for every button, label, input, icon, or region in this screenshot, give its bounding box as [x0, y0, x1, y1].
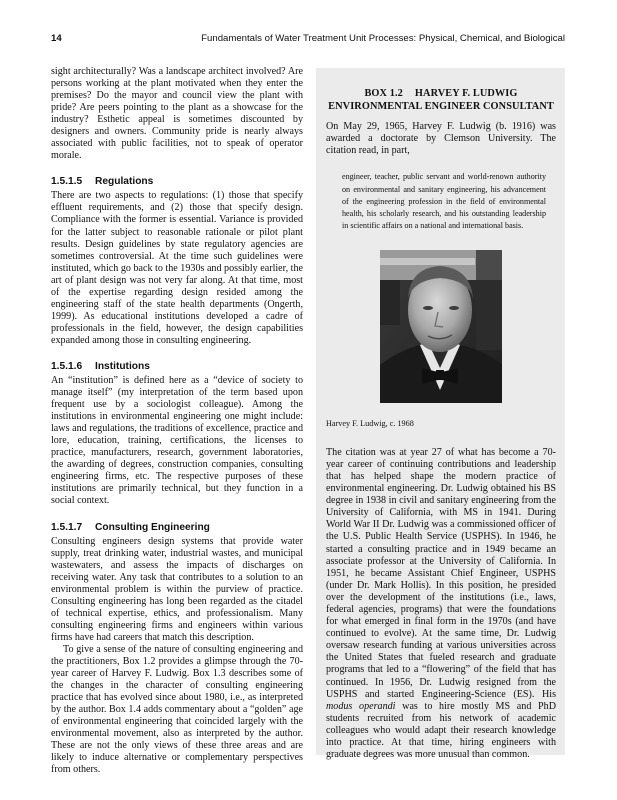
- citation-text: engineer, teacher, public servant and world-renown authority on environmental and sanitary engineering, his advancement of the engineering profession in the field of environmental health, his scholarly research, and his outstanding leadership in scientific affairs on a national and international basis.: [342, 172, 546, 231]
- left-column: [51, 66, 303, 776]
- book-title: Fundamentals of Water Treatment Unit Processes: Physical, Chemical, and Biological: [201, 33, 565, 44]
- narrative-text-1: The citation was at year 27 of what has become a 70-year career of continuing contributions and leadership that has helped shape the modern practice of environmental engineering. Dr. Ludwig obtained his BS degree in 1938 in civil and sanitary engineering from the University of California, with MS in 1941. During World War II Dr. Ludwig was a commissioned officer of the U.S. Public Health Service (USPHS). In 1946, he started a consulting practice and in 1949 became an associate professor at the University of California. In 1951, he became Assistant Chief Engineer, USPHS (under Dr. Mark Hollis). In this position, he presided over the development of the institutions (i.e., laws, federal agencies, programs) that were the foundations for what emerged in final form in the 1970s (and have continued to evolve). At the same time, Dr. Ludwig oversaw research funding at various universities across the United States that fueled research and graduate programs that led to a “flowering” of the field that has continued. In 1956, Dr. Ludwig resigned from the USPHS and started Engineering-Science (ES). His: [326, 446, 556, 700]
- narrative-text-2: was to hire mostly MS and PhD students recruited from his network of academic colleagues who would adapt their research knowledge into practice. At that time, hiring engineers with graduate degrees was more unusual than common.: [326, 700, 556, 761]
- box-title-line1: HARVEY F. LUDWIG: [414, 88, 518, 99]
- section-number: 1.5.1.7: [51, 521, 83, 533]
- narrative-italic-phrase: modus operandi: [326, 700, 396, 712]
- box-title: [326, 87, 556, 113]
- section-number: 1.5.1.5: [51, 176, 83, 188]
- photo-container: [326, 250, 556, 402]
- section-title: Consulting Engineering: [95, 521, 210, 533]
- institutions-paragraph: An “institution” is defined here as a “device of society to manage itself” (my interpretation of the term based upon frequent use by a sociologist colleague). Among the institutions in environmental engineering one might include: laws and regulations, the traditions of excellence, practice and lore, education, training, certifications, the licenses to practice, manufacturers, research, government laboratories, the awarding of degrees, construction companies, consulting engineering firms, etc. The respective purposes of these institutions are primarily technical, but they function in a social context.: [51, 374, 303, 507]
- section-number: 1.5.1.6: [51, 360, 83, 372]
- section-heading-institutions: [51, 360, 303, 373]
- box-intro: On May 29, 1965, Harvey F. Ludwig (b. 1916) was awarded a doctorate by Clemson University. The citation read, in part,: [326, 121, 556, 157]
- section-heading-consulting-engineering: [51, 521, 303, 534]
- section-title: Regulations: [95, 176, 154, 188]
- intro-paragraph: sight architecturally? Was a landscape architect involved? Are persons working at the plant motivated when they enter the premises? Do the mayor and council view the plant with pride? Are peers pointing to the plant as a showcase for the industry? Esthetic appeal is sometimes discounted by designers and owners. Community pride is nearly always associated with public facilities, not to speak of operator morale.: [51, 66, 303, 162]
- box-title-line2: ENVIRONMENTAL ENGINEER CONSULTANT: [328, 101, 554, 112]
- citation-quote: [342, 171, 546, 232]
- consulting-paragraph-2: To give a sense of the nature of consulting engineering and the practitioners, Box 1.2 provides a glimpse through the 70-year career of Harvey F. Ludwig. Box 1.3 describes some of the changes in the character of consulting engineering practice that has evolved since about 1980, i.e., as interpreted by the author. Box 1.4 adds commentary about a “golden” age of environmental engineering that coincided largely with the environmental movement, also as interpreted by the author. These are not the only views of these three areas and are likely to induce alternative or complementary perspectives from others.: [51, 643, 303, 776]
- regulations-paragraph: There are two aspects to regulations: (1) those that specify effluent requirements, and (2) those that specify design. Compliance with the former is essential. Variance is provided for the latter subject to reasonable rationale or pilot plant results. Design guidelines by state regulatory agencies are sometimes controversial. At the time such guidelines were instituted, which go back to the 1930s and possibly earlier, the art of plant design was not very far along. At that time, most of the expertise regarding design resided among the engineering staff of the state health departments (Ongerth, 1999). As educational institutions developed a cadre of professionals in the field, however, the design capabilities expanded among those in consulting engineering.: [51, 190, 303, 346]
- portrait-photo: [380, 250, 502, 403]
- running-head: [51, 33, 565, 47]
- section-heading-regulations: [51, 175, 303, 188]
- section-title: Institutions: [95, 360, 150, 372]
- box-label: BOX 1.2: [364, 88, 403, 99]
- page-number: 14: [51, 33, 62, 44]
- photo-caption: Harvey F. Ludwig, c. 1968: [326, 418, 414, 428]
- sidebar-box: [316, 68, 565, 761]
- consulting-paragraph-1: Consulting engineers design systems that provide water supply, treat drinking water, industrial wastes, and municipal wastewaters, and assess the impacts of discharges on receiving water. Any task that contributes to a solution to an environmental problem is within the purview of practice. Consulting engineering has long been regarded as the citadel of technical expertise, ethics, and professionalism. Many consulting engineering firms and engineers within various firms have had careers that match this description.: [51, 535, 303, 643]
- box-narrative: [326, 447, 556, 761]
